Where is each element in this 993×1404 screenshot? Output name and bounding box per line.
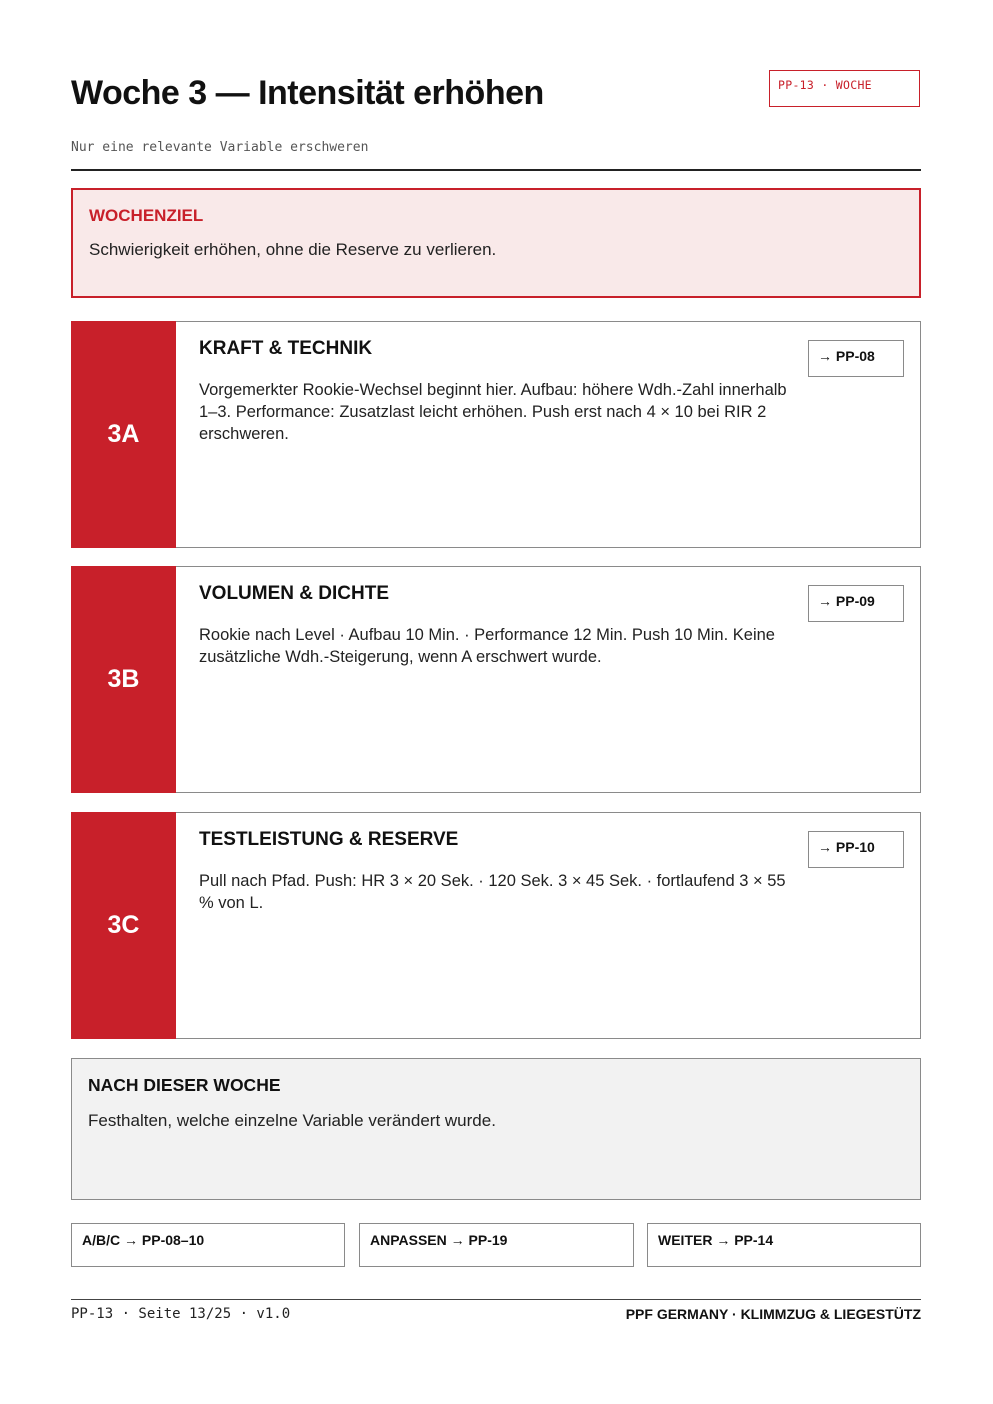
week-goal-text: Schwierigkeit erhöhen, ohne die Reserve zu verlieren. xyxy=(89,240,497,259)
footer-brand: PPF GERMANY · KLIMMZUG & LIEGESTÜTZ xyxy=(625,1306,921,1322)
section-title: KRAFT & TECHNIK xyxy=(199,338,373,359)
footer-divider xyxy=(71,1299,921,1300)
nav-next-link[interactable]: WEITER → PP-14 xyxy=(647,1223,921,1267)
section-body: Pull nach Pfad. Push: HR 3 × 20 Sek. · 120 Sek. 3 × 45 Sek. · fortlaufend 3 × 55 % von L. xyxy=(199,872,786,912)
section-reference-link[interactable]: → PP-09 xyxy=(808,585,904,622)
section-reference-link[interactable]: → PP-10 xyxy=(808,831,904,868)
header-divider xyxy=(71,169,921,171)
section-title: VOLUMEN & DICHTE xyxy=(199,583,389,604)
page-tag: PP-13 · WOCHE xyxy=(769,70,920,107)
footer-page-info: PP-13 · Seite 13/25 · v1.0 xyxy=(71,1306,291,1322)
nav-abc-link[interactable]: A/B/C → PP-08–10 xyxy=(71,1223,345,1267)
page-subtitle: Nur eine relevante Variable erschweren xyxy=(71,140,369,155)
section-3c xyxy=(71,812,921,1039)
week-goal-heading: WOCHENZIEL xyxy=(89,206,204,225)
section-title: TESTLEISTUNG & RESERVE xyxy=(199,829,459,850)
section-3a xyxy=(71,321,921,548)
section-code: 3C xyxy=(71,812,176,1039)
section-body: Vorgemerkter Rookie-Wechsel beginnt hier. Aufbau: höhere Wdh.-Zahl innerhalb 1–3. Performance: Zusatzlast leicht erhöhen. Push erst nach 4 × 10 bei RIR 2 erschweren. xyxy=(199,381,787,443)
section-code: 3B xyxy=(71,566,176,793)
week-goal-box xyxy=(71,188,921,298)
after-week-heading: NACH DIESER WOCHE xyxy=(88,1075,281,1095)
nav-adjust-link[interactable]: ANPASSEN → PP-19 xyxy=(359,1223,634,1267)
page-title: Woche 3 — Intensität erhöhen xyxy=(71,74,544,112)
section-code: 3A xyxy=(71,321,176,548)
section-reference-link[interactable]: → PP-08 xyxy=(808,340,904,377)
section-body: Rookie nach Level · Aufbau 10 Min. · Performance 12 Min. Push 10 Min. Keine zusätzliche Wdh.-Steigerung, wenn A erschwert wurde. xyxy=(199,626,775,666)
after-week-box xyxy=(71,1058,921,1200)
after-week-text: Festhalten, welche einzelne Variable verändert wurde. xyxy=(88,1111,496,1130)
section-3b xyxy=(71,566,921,793)
